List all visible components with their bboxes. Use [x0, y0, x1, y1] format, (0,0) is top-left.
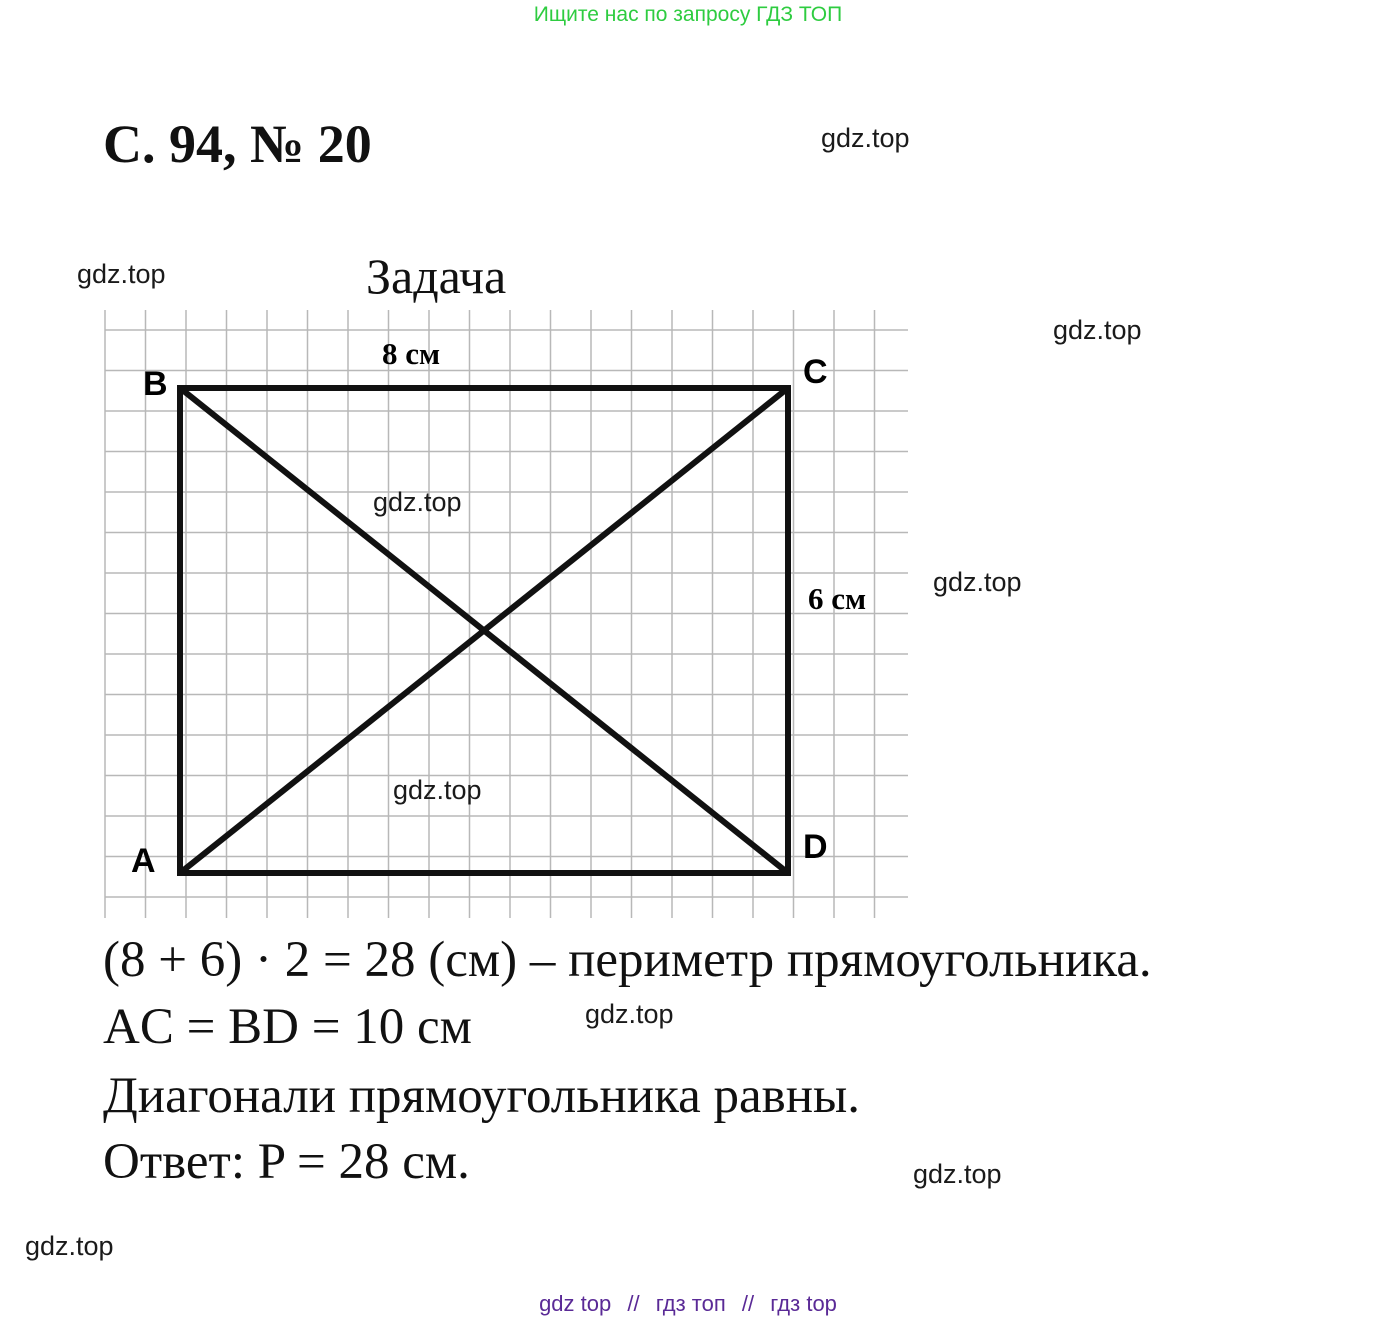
task-heading: Задача [366, 248, 507, 304]
solution-line-diagonals: AC = BD = 10 см [103, 999, 472, 1055]
vertex-label-d: D [803, 828, 828, 866]
vertex-label-b: B [143, 365, 168, 403]
watermark: gdz.top [1053, 315, 1142, 345]
vertex-label-a: A [131, 842, 156, 880]
footer-link-gdz-top[interactable]: gdz top [539, 1291, 612, 1316]
search-banner: Ищите нас по запросу ГДЗ ТОП [533, 3, 843, 26]
footer-separator: // [741, 1291, 755, 1316]
page-title: С. 94, № 20 [103, 114, 372, 174]
footer-link-gdz-top-ru[interactable]: гдз топ [655, 1291, 726, 1316]
height-label: 6 см [808, 581, 867, 616]
watermark: gdz.top [585, 999, 674, 1029]
solution-line-answer: Ответ: P = 28 см. [103, 1134, 470, 1190]
watermark: gdz.top [373, 487, 462, 517]
watermark: gdz.top [933, 567, 1022, 597]
solution-line-perimeter: (8 + 6) · 2 = 28 (см) – периметр прямоугольника. [103, 932, 1152, 988]
watermark: gdz.top [913, 1159, 1002, 1189]
footer-separator: // [627, 1291, 640, 1316]
watermark: gdz.top [77, 259, 166, 289]
footer-link-gdz-top-mixed[interactable]: гдз top [770, 1291, 837, 1316]
watermark: gdz.top [821, 123, 910, 153]
width-label: 8 см [382, 336, 441, 371]
solution-line-conclusion: Диагонали прямоугольника равны. [103, 1068, 861, 1124]
footer-links [0, 1290, 1376, 1318]
watermark: gdz.top [393, 775, 482, 805]
vertex-label-c: C [803, 353, 828, 391]
watermark: gdz.top [25, 1231, 114, 1261]
